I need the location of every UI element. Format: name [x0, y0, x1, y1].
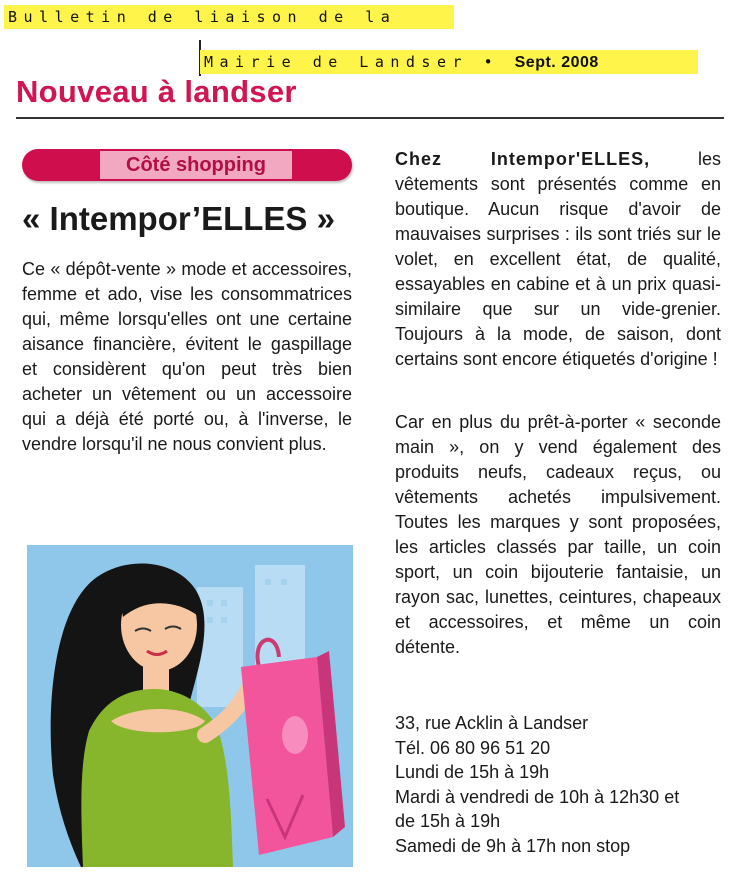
hours-line-weekdays: Mardi à vendredi de 10h à 12h30 et [395, 786, 680, 807]
section-label: Côté shopping [100, 151, 292, 179]
issue-date: Sept. 2008 [514, 54, 599, 71]
shopping-woman-illustration [27, 545, 353, 867]
issue-separator: • [483, 53, 500, 71]
offer-paragraph: Car en plus du prêt-à-porter « seconde main », on y vend également des produits neufs, cadeaux reçus, ou vêtements achetés impulsivement. Toutes les marques y sont proposées, les articles classés par taille, un coin sport, un coin bijouterie fantaisie, un rayon sac, lunettes, ceintures, chapeaux et accessoires, et même un coin détente. [395, 412, 721, 657]
hours-line-saturday: Samedi de 9h à 17h non stop [395, 835, 631, 856]
contact-block [395, 711, 679, 858]
boutique-body: les vêtements sont présentés comme en boutique. Aucun risque d'avoir de mauvaises surprises : ils sont triés sur le volet, en excellent état, de qualité, essayables en cabine et à un prix quasi-similaire que sur un vide-grenier. Toujours à la mode, de saison, dont certains sont encore étiquetés d'origine ! [395, 149, 721, 369]
hours-line-monday: Lundi de 15h à 19h [395, 762, 550, 782]
bulletin-line: Bulletin de liaison de la [8, 8, 397, 26]
section-pill [22, 149, 352, 181]
article-title: « Intempor’ELLES » [22, 200, 335, 237]
boutique-lead: Chez Intempor'ELLES, [395, 149, 651, 169]
masthead-title: Nouveau à landser [16, 74, 297, 109]
masthead-rule [16, 117, 724, 119]
mairie-line: Mairie de Landser [204, 53, 469, 71]
bulletin-band [4, 5, 454, 29]
phone-line: Tél. 06 80 96 51 20 [395, 737, 551, 758]
mairie-band [200, 50, 698, 74]
boutique-paragraph [395, 147, 721, 372]
hours-line-weekdays-afternoon: de 15h à 19h [395, 811, 501, 831]
address-line: 33, rue Acklin à Landser [395, 713, 589, 733]
intro-paragraph: Ce « dépôt-vente » mode et accessoires, femme et ado, vise les consommatrices qui, même lorsqu'elles ont une certaine aisance financière, évitent le gaspillage et considèrent qu'on peut très bien acheter un vêtement ou un accessoire qui a déjà été porté ou, à l'inverse, le vendre lorsqu'il ne nous convient plus. [22, 259, 352, 454]
